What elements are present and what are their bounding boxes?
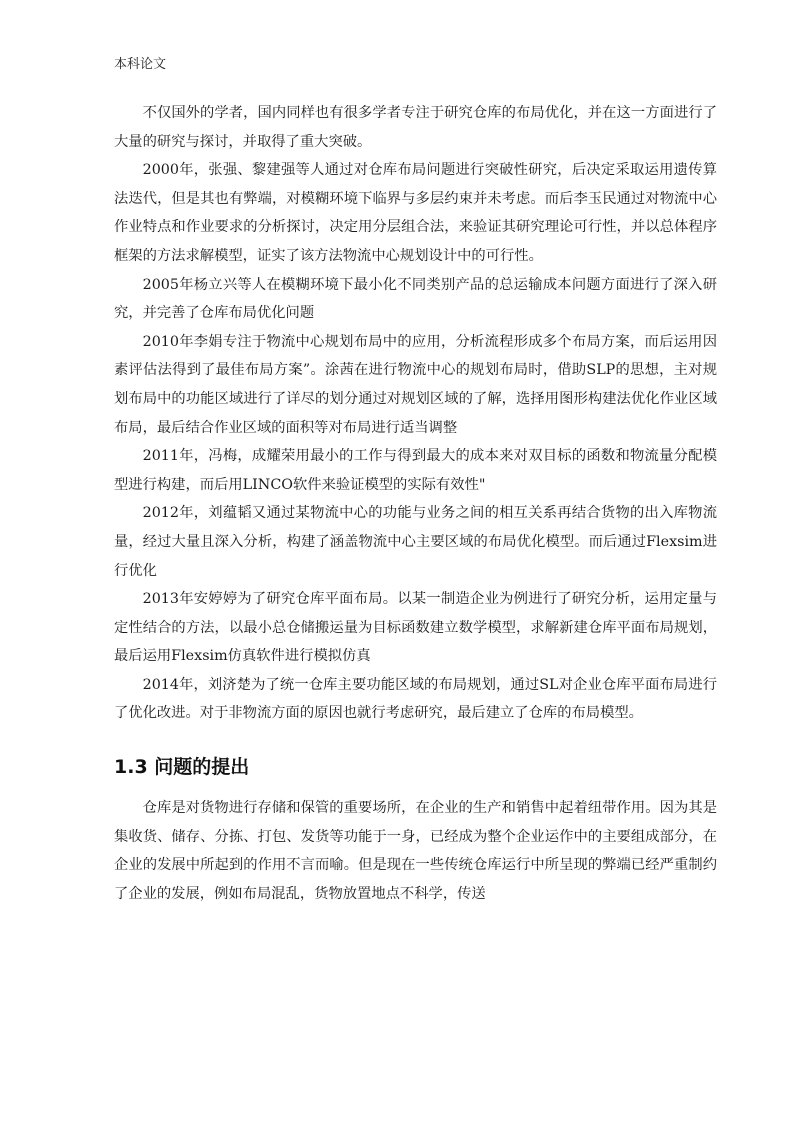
running-header: 本科论文 — [114, 57, 167, 72]
body-paragraph: 2000年，张强、黎建强等人通过对仓库布局问题进行突破性研究，后决定采取运用遗传算法迭代，但是其也有弊端，对模糊环境下临界与多层约束并未考虑。而后李玉民通过对物流中心作业特点和作业要求的分析探讨，决定用分层组合法，来验证其研究理论可行性，并以总体程序框架的方法求解模型，证实了该方法物流中心规划设计中的可行性。 — [114, 162, 717, 264]
section-heading: 1.3 问题的提出 — [114, 756, 250, 779]
header-rule — [112, 80, 683, 81]
body-paragraph: 2011年，冯梅，成耀荣用最小的工作与得到最大的成本来对双目标的函数和物流量分配模型进行构建，而后用LINCO软件来验证模型的实际有效性" — [114, 448, 717, 493]
body-paragraph: 2010年李娟专注于物流中心规划布局中的应用，分析流程形成多个布局方案，而后运用因素评估法得到了最佳布局方案”。涂茜在进行物流中心的规划布局时，借助SLP的思想，主对规划布局中的功能区域进行了详尽的划分通过对规划区域的了解，选择用图形构建法优化作业区域布局，最后结合作业区域的面积等对布局进行适当调整 — [114, 333, 717, 436]
body-paragraph: 2005年杨立兴等人在模糊环境下最小化不同类别产品的总运输成本问题方面进行了深入研究，并完善了仓库布局优化问题 — [114, 276, 717, 322]
body-paragraph: 2013年安婷婷为了研究仓库平面布局。以某一制造企业为例进行了研究分析，运用定量与定性结合的方法，以最小总仓储搬运量为目标函数建立数学模型，求解新建仓库平面布局规划，最后运用Flexsim仿真软件进行模拟仿真 — [114, 591, 717, 665]
body-paragraph: 不仅国外的学者，国内同样也有很多学者专注于研究仓库的布局优化，并在这一方面进行了大量的研究与探讨，并取得了重大突破。 — [114, 105, 717, 150]
document-body — [114, 99, 717, 908]
body-paragraph: 2012年，刘蕴韬又通过某物流中心的功能与业务之间的相互关系再结合货物的出入库物流量，经过大量且深入分析，构建了涵盖物流中心主要区域的布局优化模型。而后通过Flexsim进行优化 — [114, 505, 717, 579]
body-paragraph: 2014年，刘济楚为了统一仓库主要功能区域的布局规划，通过SL对企业仓库平面布局进行了优化改进。对于非物流方面的原因也就行考虑研究，最后建立了仓库的布局模型。 — [114, 676, 717, 722]
section-paragraph: 仓库是对货物进行存储和保管的重要场所，在企业的生产和销售中起着纽带作用。因为其是集收货、储存、分拣、打包、发货等功能于一身，已经成为整个企业运作中的主要组成部分，在企业的发展中所起到的作用不言而喻。但是现在一些传统仓库运行中所呈现的弊端已经严重制约了企业的发展，例如布局混乱，货物放置地点不科学，传送 — [114, 800, 717, 902]
